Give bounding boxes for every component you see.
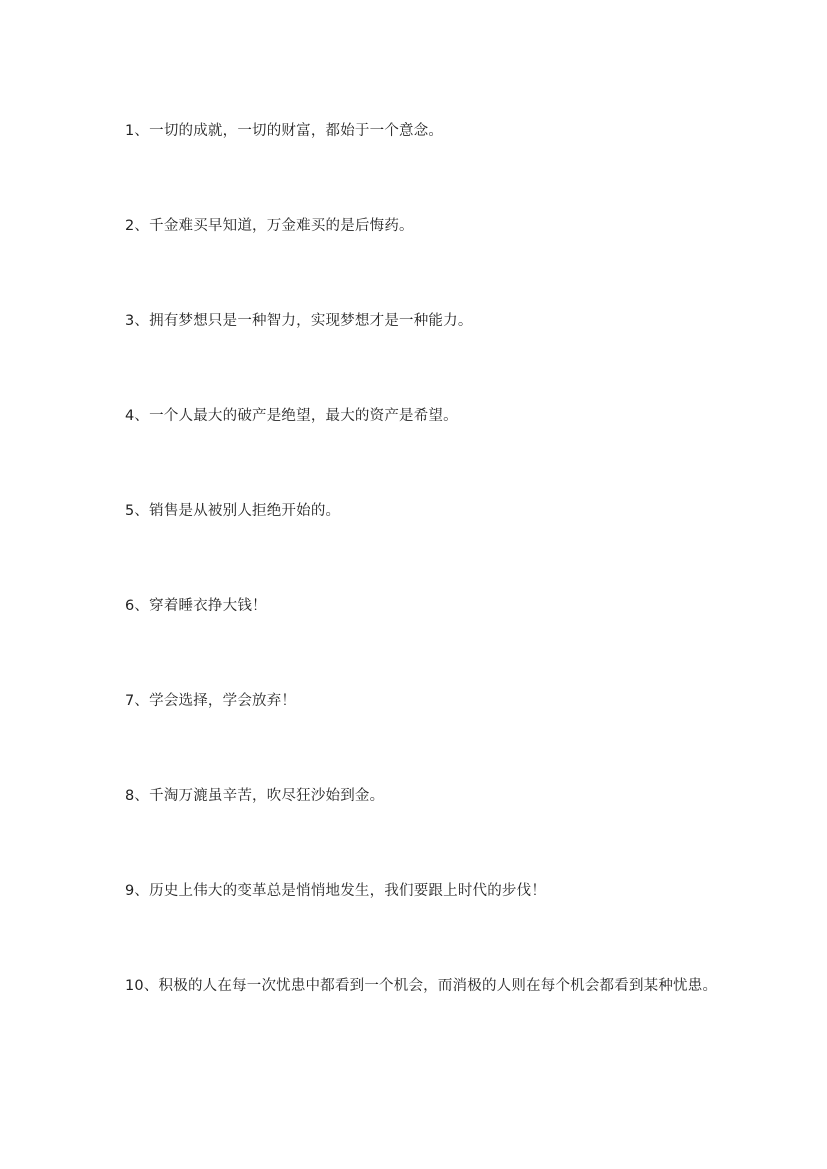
quote-line-9: 9、历史上伟大的变革总是悄悄地发生，我们要跟上时代的步伐！ bbox=[125, 883, 547, 899]
quote-line-5: 5、销售是从被别人拒绝开始的。 bbox=[125, 503, 341, 519]
quote-line-2: 2、千金难买早知道，万金难买的是后悔药。 bbox=[125, 218, 414, 234]
quote-line-4: 4、一个人最大的破产是绝望，最大的资产是希望。 bbox=[125, 408, 458, 424]
quote-line-1: 1、一切的成就，一切的财富，都始于一个意念。 bbox=[125, 123, 444, 139]
quote-line-10: 10、积极的人在每一次忧患中都看到一个机会，而消极的人则在每个机会都看到某种忧患。 bbox=[125, 978, 718, 994]
quote-line-6: 6、穿着睡衣挣大钱！ bbox=[125, 598, 267, 614]
quote-line-3: 3、拥有梦想只是一种智力，实现梦想才是一种能力。 bbox=[125, 313, 473, 329]
quote-line-8: 8、千淘万漉虽辛苦，吹尽狂沙始到金。 bbox=[125, 788, 385, 804]
quote-line-7: 7、学会选择，学会放弃！ bbox=[125, 693, 297, 709]
